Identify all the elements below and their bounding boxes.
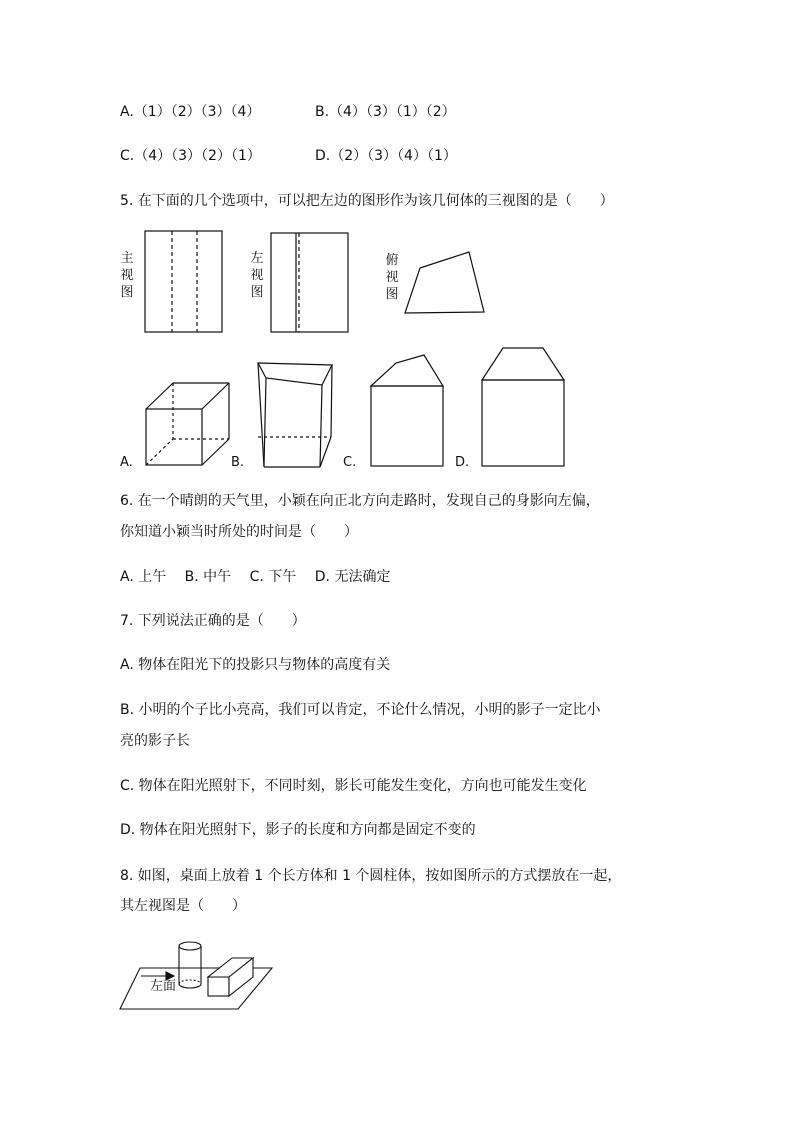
- q8-stem-line2: 其左视图是（ ）: [120, 898, 246, 914]
- q7-option-a: A. 物体在阳光下的投影只与物体的高度有关: [120, 657, 391, 673]
- q6-options: A. 上午 B. 中午 C. 下午 D. 无法确定: [120, 569, 391, 585]
- q7-option-d: D. 物体在阳光照射下，影子的长度和方向都是固定不变的: [120, 822, 476, 838]
- q4-option-a: A.（1）（2）（3）（4）: [120, 104, 261, 120]
- q4-option-c: C.（4）（3）（2）（1）: [120, 148, 261, 164]
- top-view-label: 俯视图: [385, 253, 399, 302]
- q7-option-c: C. 物体在阳光照射下，不同时刻，影长可能发生变化，方向也可能发生变化: [120, 778, 587, 794]
- q8-stem-line1: 8. 如图，桌面上放着 1 个长方体和 1 个圆柱体，按如图所示的方式摆放在一起，: [120, 868, 622, 884]
- q4-option-b: B.（4）（3）（1）（2）: [315, 104, 456, 120]
- q6-stem-line1: 6. 在一个晴朗的天气里，小颖在向正北方向走路时，发现自己的身影向左偏，: [120, 493, 600, 509]
- q4-option-d: D.（2）（3）（4）（1）: [315, 148, 457, 164]
- q8-left-side-label: 左面: [150, 979, 177, 994]
- rectangular-box: [208, 958, 253, 996]
- q7-option-b-line2: 亮的影子长: [120, 733, 190, 749]
- q5-stem: 5. 在下面的几个选项中，可以把左边的图形作为该几何体的三视图的是（ ）: [120, 193, 614, 209]
- front-view-label: 主视图: [120, 251, 134, 300]
- q5-option-c-label: C.: [343, 455, 357, 470]
- left-view-label: 左视图: [250, 251, 264, 300]
- q6-stem-line2: 你知道小颖当时所处的时间是（ ）: [120, 524, 358, 540]
- q7-stem: 7. 下列说法正确的是（ ）: [120, 613, 306, 629]
- q7-option-b-line1: B. 小明的个子比小亮高，我们可以肯定，不论什么情况，小明的影子一定比小: [120, 702, 601, 718]
- q5-option-d-label: D.: [455, 455, 470, 470]
- q5-option-b-label: B.: [231, 455, 245, 470]
- q5-option-a-label: A.: [120, 455, 133, 470]
- cylinder: [179, 942, 201, 988]
